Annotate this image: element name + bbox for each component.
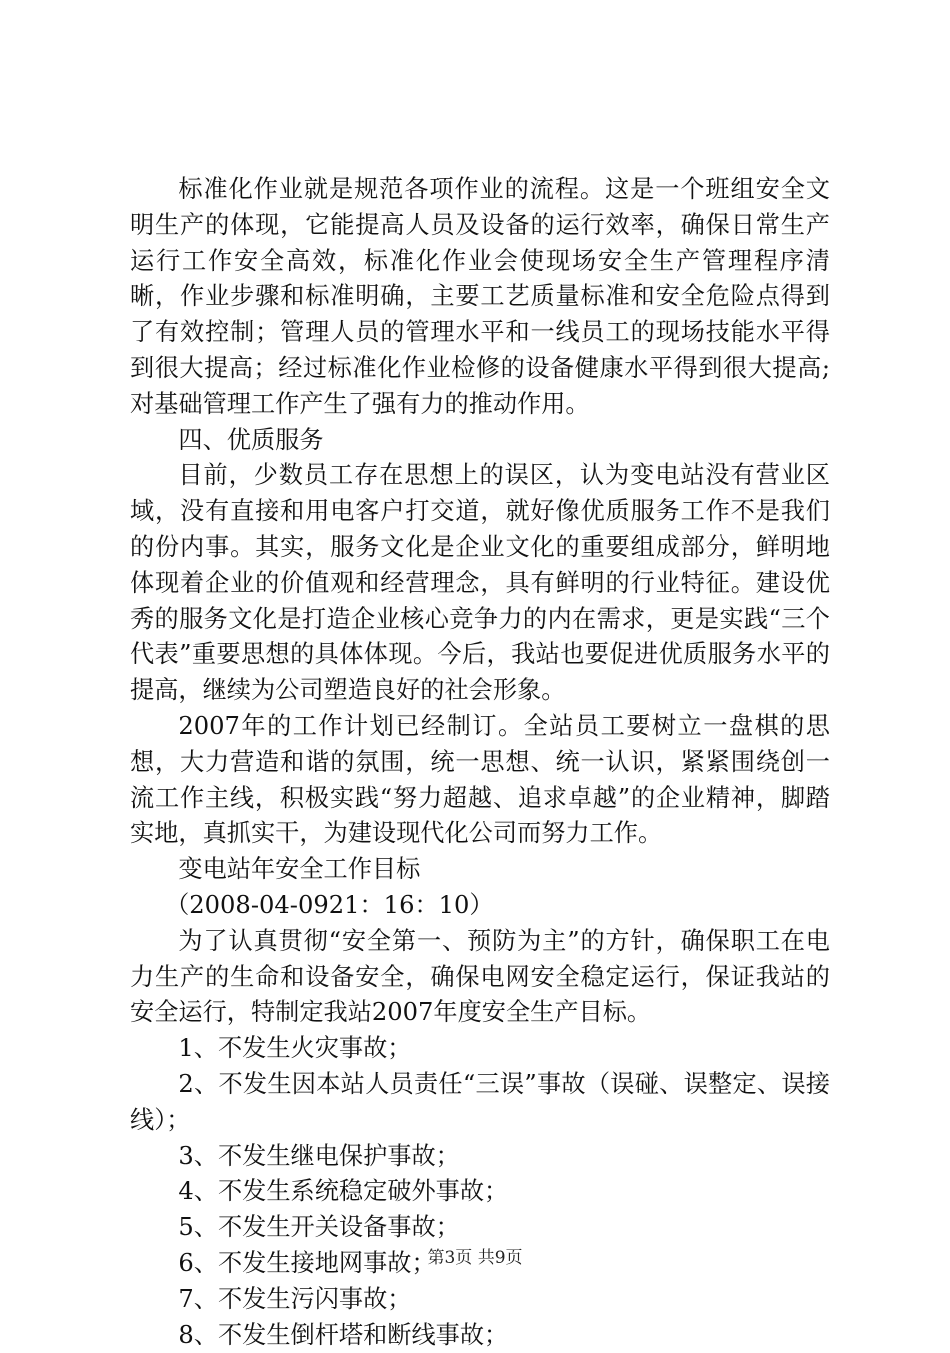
list-item-goal-2: 2、不发生因本站人员责任“三误”事故（误碰、误整定、误接线）；	[130, 1067, 830, 1139]
paragraph-safety-intro: 为了认真贯彻“安全第一、预防为主”的方针，确保职工在电力生产的生命和设备安全，确保电网安全稳定运行，保证我站的安全运行，特制定我站2007年度安全生产目标。	[130, 924, 830, 1031]
list-item-goal-1: 1、不发生火灾事故；	[130, 1031, 830, 1067]
timestamp-line: （2008-04-0921：16：10）	[130, 888, 830, 924]
heading-safety-goals: 变电站年安全工作目标	[130, 852, 830, 888]
list-item-goal-6: 6、不发生接地网事故；	[130, 1246, 830, 1282]
document-body	[130, 172, 830, 1353]
paragraph-service-culture: 目前，少数员工存在思想上的误区，认为变电站没有营业区域，没有直接和用电客户打交道，就好像优质服务工作不是我们的份内事。其实，服务文化是企业文化的重要组成部分，鲜明地体现着企业的价值观和经营理念，具有鲜明的行业特征。建设优秀的服务文化是打造企业核心竞争力的内在需求，更是实践“三个代表”重要思想的具体体现。今后，我站也要促进优质服务水平的提高，继续为公司塑造良好的社会形象。	[130, 458, 830, 709]
paragraph-work-plan: 2007年的工作计划已经制订。全站员工要树立一盘棋的思想，大力营造和谐的氛围，统一思想、统一认识，紧紧围绕创一流工作主线，积极实践“努力超越、追求卓越”的企业精神，脚踏实地，真抓实干，为建设现代化公司而努力工作。	[130, 709, 830, 852]
page-footer: 第3页 共9页	[0, 1243, 950, 1268]
list-item-goal-7: 7、不发生污闪事故；	[130, 1282, 830, 1318]
paragraph-standardization: 标准化作业就是规范各项作业的流程。这是一个班组安全文明生产的体现，它能提高人员及设备的运行效率，确保日常生产运行工作安全高效，标准化作业会使现场安全生产管理程序清晰，作业步骤和标准明确，主要工艺质量标准和安全危险点得到了有效控制；管理人员的管理水平和一线员工的现场技能水平得到很大提高；经过标准化作业检修的设备健康水平得到很大提高;对基础管理工作产生了强有力的推动作用。	[130, 172, 830, 423]
heading-quality-service: 四、优质服务	[130, 423, 830, 459]
list-item-goal-5: 5、不发生开关设备事故；	[130, 1210, 830, 1246]
list-item-goal-8: 8、不发生倒杆塔和断线事故；	[130, 1318, 830, 1353]
list-item-goal-3: 3、不发生继电保护事故；	[130, 1139, 830, 1175]
list-item-goal-4: 4、不发生系统稳定破外事故；	[130, 1174, 830, 1210]
